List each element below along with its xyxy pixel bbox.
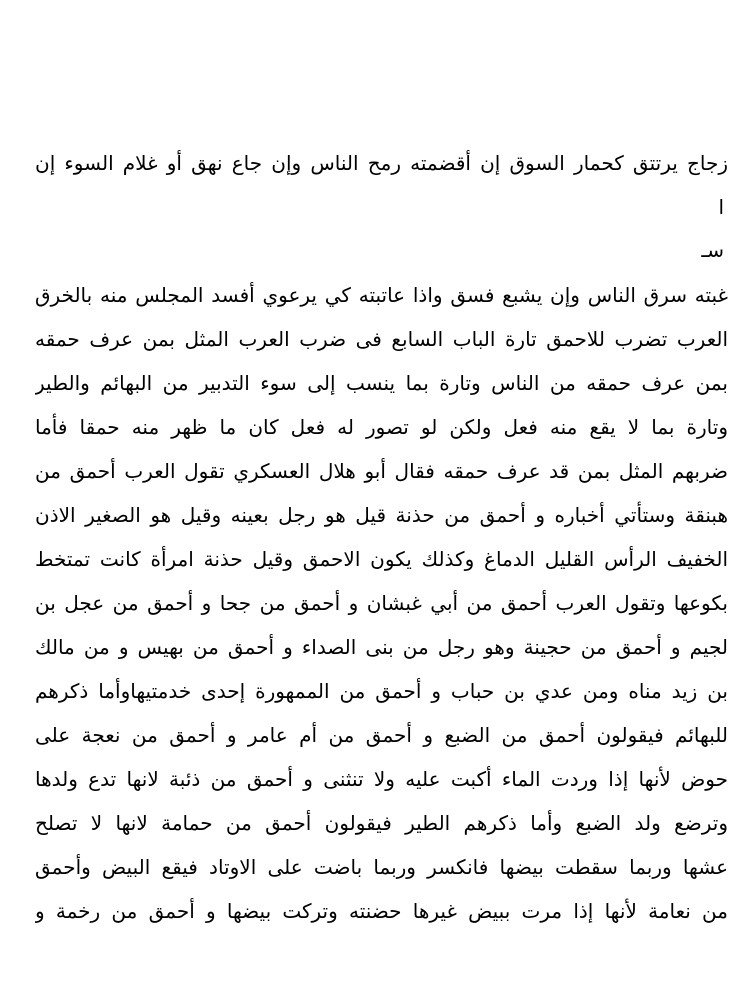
body-line: وترضع ولد الضبع وأما ذكرهم الطير فيقولون أحمق من حمامة لانها لا تصلح: [35, 811, 728, 835]
body-line: للبهائم فيقولون أحمق من الضبع و أحمق من أم عامر و أحمق من نعجة على: [35, 723, 728, 747]
body-line: لجيم و أحمق من حجينة وهو رجل من بنى الصداء و أحمق من بهيس و من مالك: [35, 635, 728, 659]
body-line: الخفيف الرأس القليل الدماغ وكذلك يكون الاحمق وقيل حذنة امرأة كانت تمتخط: [35, 547, 728, 571]
body-line: هبنقة وستأتي أخباره و أحمق من حذنة قيل هو رجل بعينه وقيل هو الصغير الاذن: [35, 503, 728, 527]
heading-line: زجاج يرتتق كحمار السوق إن أقضمته رمح الناس وإن جاع نهق أو غلام السوء إن: [35, 151, 728, 175]
margin-mark-alef: ا: [718, 195, 724, 219]
margin-mark-seen: سـ: [701, 238, 724, 262]
body-line: بن زيد مناه ومن عدي بن حباب و أحمق من الممهورة إحدى خدمتيهاوأما ذكرهم: [35, 679, 728, 703]
body-line: بمن عرف حمقه من الناس وتارة بما ينسب إلى سوء التدبير من البهائم والطير: [35, 371, 728, 395]
body-line: ضربهم المثل بمن قد عرف حمقه فقال أبو هلال العسكري تقول العرب أحمق من: [35, 459, 728, 483]
body-line: العرب تضرب للاحمق تارة الباب السابع فى ضرب العرب المثل بمن عرف حمقه: [35, 327, 728, 351]
body-line: وتارة بما لا يقع منه فعل ولكن لو تصور له فعل كان ما ظهر منه حمقا فأما: [35, 415, 728, 439]
body-line: حوض لأنها إذا وردت الماء أكبت عليه ولا تنثنى و أحمق من ذئبة لانها تدع ولدها: [35, 767, 728, 791]
body-line: من نعامة لأنها إذا مرت ببيض غيرها حضنته وتركت بيضها و أحمق من رخمة و: [35, 899, 728, 923]
body-line: عشها وربما سقطت بيضها فانكسر وربما باضت على الاوتاد فيقع البيض وأحمق: [35, 855, 728, 879]
body-line: غبته سرق الناس وإن يشبع فسق واذا عاتبته كي يرعوي أفسد المجلس منه بالخرق: [35, 283, 728, 307]
body-line: بكوعها وتقول العرب أحمق من أبي غبشان و أحمق من جحا و أحمق من عجل بن: [35, 591, 728, 615]
